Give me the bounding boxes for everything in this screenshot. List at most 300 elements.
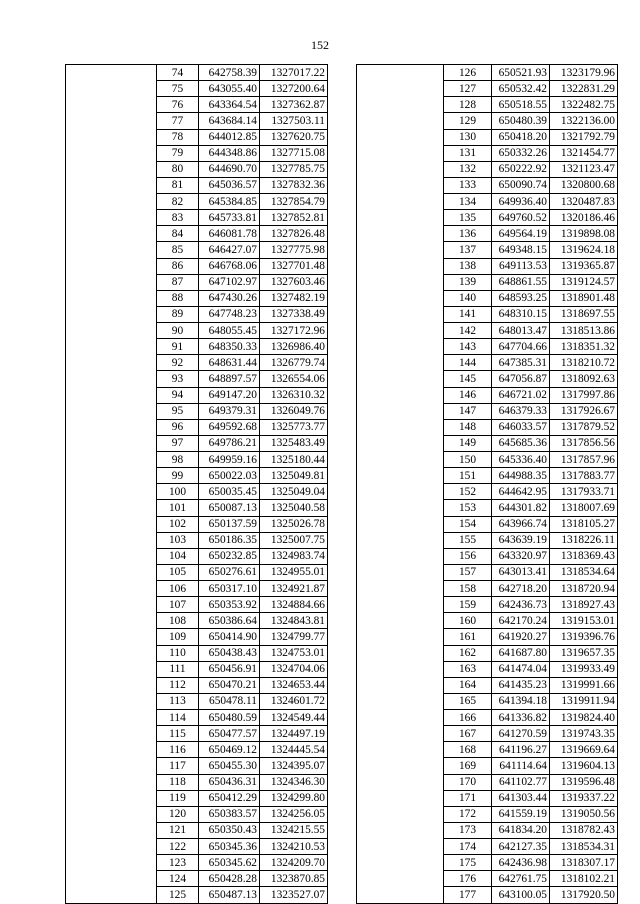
y-coordinate: 1318226.11 xyxy=(550,532,618,548)
x-coordinate: 645336.40 xyxy=(492,452,550,468)
x-coordinate: 647748.23 xyxy=(199,306,260,322)
point-number: 143 xyxy=(444,339,492,355)
y-coordinate: 1324653.44 xyxy=(260,677,328,693)
x-coordinate: 650428.28 xyxy=(199,871,260,887)
point-number: 164 xyxy=(444,677,492,693)
x-coordinate: 649564.19 xyxy=(492,226,550,242)
y-coordinate: 1326554.06 xyxy=(260,371,328,387)
x-coordinate: 643684.14 xyxy=(199,113,260,129)
x-coordinate: 650480.39 xyxy=(492,113,550,129)
point-number: 136 xyxy=(444,226,492,242)
y-coordinate: 1325049.81 xyxy=(260,468,328,484)
x-coordinate: 643100.05 xyxy=(492,887,550,903)
point-number: 161 xyxy=(444,629,492,645)
x-coordinate: 646768.06 xyxy=(199,258,260,274)
y-coordinate: 1325180.44 xyxy=(260,452,328,468)
point-number: 145 xyxy=(444,371,492,387)
x-coordinate: 642127.35 xyxy=(492,839,550,855)
y-coordinate: 1321792.79 xyxy=(550,129,618,145)
point-number: 91 xyxy=(157,339,199,355)
y-coordinate: 1318534.64 xyxy=(550,564,618,580)
point-number: 94 xyxy=(157,387,199,403)
point-number: 157 xyxy=(444,564,492,580)
y-coordinate: 1319669.64 xyxy=(550,742,618,758)
point-number: 154 xyxy=(444,516,492,532)
x-coordinate: 643013.41 xyxy=(492,564,550,580)
y-coordinate: 1325026.78 xyxy=(260,516,328,532)
y-coordinate: 1318901.48 xyxy=(550,290,618,306)
point-number: 92 xyxy=(157,355,199,371)
x-coordinate: 644690.70 xyxy=(199,161,260,177)
point-number: 113 xyxy=(157,693,199,709)
y-coordinate: 1323527.07 xyxy=(260,887,328,903)
y-coordinate: 1324921.87 xyxy=(260,581,328,597)
y-coordinate: 1324799.77 xyxy=(260,629,328,645)
y-coordinate: 1324256.05 xyxy=(260,806,328,822)
x-coordinate: 650317.10 xyxy=(199,581,260,597)
point-number: 101 xyxy=(157,500,199,516)
y-coordinate: 1317857.96 xyxy=(550,452,618,468)
x-coordinate: 649959.16 xyxy=(199,452,260,468)
x-coordinate: 650469.12 xyxy=(199,742,260,758)
x-coordinate: 646379.33 xyxy=(492,403,550,419)
x-coordinate: 650232.85 xyxy=(199,548,260,564)
point-number: 171 xyxy=(444,790,492,806)
point-number: 76 xyxy=(157,97,199,113)
y-coordinate: 1326049.76 xyxy=(260,403,328,419)
x-coordinate: 642758.39 xyxy=(199,65,260,81)
y-coordinate: 1324983.74 xyxy=(260,548,328,564)
y-coordinate: 1318007.69 xyxy=(550,500,618,516)
point-number: 146 xyxy=(444,387,492,403)
x-coordinate: 641834.20 xyxy=(492,822,550,838)
point-number: 153 xyxy=(444,500,492,516)
table-row xyxy=(66,65,328,81)
point-number: 174 xyxy=(444,839,492,855)
y-coordinate: 1326986.40 xyxy=(260,339,328,355)
y-coordinate: 1318092.63 xyxy=(550,371,618,387)
x-coordinate: 650383.57 xyxy=(199,806,260,822)
y-coordinate: 1319911.94 xyxy=(550,693,618,709)
point-number: 109 xyxy=(157,629,199,645)
point-number: 85 xyxy=(157,242,199,258)
point-number: 163 xyxy=(444,661,492,677)
point-number: 133 xyxy=(444,177,492,193)
y-coordinate: 1318105.27 xyxy=(550,516,618,532)
y-coordinate: 1323870.85 xyxy=(260,871,328,887)
point-number: 102 xyxy=(157,516,199,532)
y-coordinate: 1319743.35 xyxy=(550,726,618,742)
point-number: 150 xyxy=(444,452,492,468)
y-coordinate: 1319124.57 xyxy=(550,274,618,290)
blank-column xyxy=(357,65,444,904)
point-number: 93 xyxy=(157,371,199,387)
x-coordinate: 650087.13 xyxy=(199,500,260,516)
point-number: 104 xyxy=(157,548,199,564)
point-number: 128 xyxy=(444,97,492,113)
x-coordinate: 650455.30 xyxy=(199,758,260,774)
point-number: 112 xyxy=(157,677,199,693)
y-coordinate: 1320186.46 xyxy=(550,210,618,226)
x-coordinate: 641102.77 xyxy=(492,774,550,790)
point-number: 166 xyxy=(444,710,492,726)
y-coordinate: 1317856.56 xyxy=(550,435,618,451)
x-coordinate: 650418.20 xyxy=(492,129,550,145)
x-coordinate: 645036.57 xyxy=(199,177,260,193)
x-coordinate: 648897.57 xyxy=(199,371,260,387)
y-coordinate: 1317926.67 xyxy=(550,403,618,419)
point-number: 118 xyxy=(157,774,199,790)
y-coordinate: 1319050.56 xyxy=(550,806,618,822)
y-coordinate: 1324601.72 xyxy=(260,693,328,709)
x-coordinate: 648310.15 xyxy=(492,306,550,322)
x-coordinate: 649786.21 xyxy=(199,435,260,451)
x-coordinate: 643364.54 xyxy=(199,97,260,113)
x-coordinate: 649113.53 xyxy=(492,258,550,274)
point-number: 137 xyxy=(444,242,492,258)
point-number: 123 xyxy=(157,855,199,871)
point-number: 124 xyxy=(157,871,199,887)
point-number: 172 xyxy=(444,806,492,822)
x-coordinate: 642761.75 xyxy=(492,871,550,887)
y-coordinate: 1317920.50 xyxy=(550,887,618,903)
x-coordinate: 650412.29 xyxy=(199,790,260,806)
y-coordinate: 1319624.18 xyxy=(550,242,618,258)
point-number: 165 xyxy=(444,693,492,709)
y-coordinate: 1327832.36 xyxy=(260,177,328,193)
x-coordinate: 650276.61 xyxy=(199,564,260,580)
y-coordinate: 1327603.46 xyxy=(260,274,328,290)
x-coordinate: 641559.19 xyxy=(492,806,550,822)
coordinates-table-left xyxy=(65,64,328,904)
y-coordinate: 1326779.74 xyxy=(260,355,328,371)
y-coordinate: 1319365.87 xyxy=(550,258,618,274)
blank-column xyxy=(66,65,157,904)
x-coordinate: 650478.11 xyxy=(199,693,260,709)
x-coordinate: 641920.27 xyxy=(492,629,550,645)
y-coordinate: 1319933.49 xyxy=(550,661,618,677)
point-number: 116 xyxy=(157,742,199,758)
x-coordinate: 650332.26 xyxy=(492,145,550,161)
x-coordinate: 646721.02 xyxy=(492,387,550,403)
point-number: 142 xyxy=(444,323,492,339)
point-number: 127 xyxy=(444,81,492,97)
point-number: 115 xyxy=(157,726,199,742)
x-coordinate: 650532.42 xyxy=(492,81,550,97)
point-number: 131 xyxy=(444,145,492,161)
x-coordinate: 650386.64 xyxy=(199,613,260,629)
point-number: 83 xyxy=(157,210,199,226)
x-coordinate: 643639.19 xyxy=(492,532,550,548)
y-coordinate: 1318307.17 xyxy=(550,855,618,871)
y-coordinate: 1327338.49 xyxy=(260,306,328,322)
y-coordinate: 1324346.30 xyxy=(260,774,328,790)
y-coordinate: 1327701.48 xyxy=(260,258,328,274)
y-coordinate: 1318782.43 xyxy=(550,822,618,838)
point-number: 177 xyxy=(444,887,492,903)
y-coordinate: 1326310.32 xyxy=(260,387,328,403)
x-coordinate: 650436.31 xyxy=(199,774,260,790)
point-number: 98 xyxy=(157,452,199,468)
y-coordinate: 1321454.77 xyxy=(550,145,618,161)
x-coordinate: 650353.92 xyxy=(199,597,260,613)
point-number: 175 xyxy=(444,855,492,871)
point-number: 120 xyxy=(157,806,199,822)
x-coordinate: 650414.90 xyxy=(199,629,260,645)
point-number: 89 xyxy=(157,306,199,322)
x-coordinate: 647385.31 xyxy=(492,355,550,371)
x-coordinate: 650456.91 xyxy=(199,661,260,677)
y-coordinate: 1324395.07 xyxy=(260,758,328,774)
x-coordinate: 642718.20 xyxy=(492,581,550,597)
x-coordinate: 650022.03 xyxy=(199,468,260,484)
y-coordinate: 1327854.79 xyxy=(260,194,328,210)
x-coordinate: 650477.57 xyxy=(199,726,260,742)
y-coordinate: 1319337.22 xyxy=(550,790,618,806)
x-coordinate: 649147.20 xyxy=(199,387,260,403)
y-coordinate: 1319604.13 xyxy=(550,758,618,774)
y-coordinate: 1324215.55 xyxy=(260,822,328,838)
point-number: 151 xyxy=(444,468,492,484)
point-number: 114 xyxy=(157,710,199,726)
x-coordinate: 644301.82 xyxy=(492,500,550,516)
y-coordinate: 1319657.35 xyxy=(550,645,618,661)
y-coordinate: 1324209.70 xyxy=(260,855,328,871)
point-number: 155 xyxy=(444,532,492,548)
x-coordinate: 644642.95 xyxy=(492,484,550,500)
point-number: 111 xyxy=(157,661,199,677)
y-coordinate: 1325483.49 xyxy=(260,435,328,451)
y-coordinate: 1327200.64 xyxy=(260,81,328,97)
point-number: 134 xyxy=(444,194,492,210)
point-number: 87 xyxy=(157,274,199,290)
point-number: 130 xyxy=(444,129,492,145)
y-coordinate: 1320800.68 xyxy=(550,177,618,193)
y-coordinate: 1317879.52 xyxy=(550,419,618,435)
y-coordinate: 1324299.80 xyxy=(260,790,328,806)
y-coordinate: 1322136.00 xyxy=(550,113,618,129)
y-coordinate: 1319596.48 xyxy=(550,774,618,790)
x-coordinate: 641394.18 xyxy=(492,693,550,709)
x-coordinate: 648350.33 xyxy=(199,339,260,355)
point-number: 103 xyxy=(157,532,199,548)
x-coordinate: 641270.59 xyxy=(492,726,550,742)
y-coordinate: 1318513.86 xyxy=(550,323,618,339)
x-coordinate: 641435.23 xyxy=(492,677,550,693)
point-number: 121 xyxy=(157,822,199,838)
point-number: 158 xyxy=(444,581,492,597)
y-coordinate: 1327172.96 xyxy=(260,323,328,339)
point-number: 78 xyxy=(157,129,199,145)
point-number: 105 xyxy=(157,564,199,580)
x-coordinate: 641336.82 xyxy=(492,710,550,726)
x-coordinate: 650090.74 xyxy=(492,177,550,193)
point-number: 149 xyxy=(444,435,492,451)
x-coordinate: 650186.35 xyxy=(199,532,260,548)
x-coordinate: 641196.27 xyxy=(492,742,550,758)
page-number: 152 xyxy=(311,38,329,52)
point-number: 106 xyxy=(157,581,199,597)
x-coordinate: 647056.87 xyxy=(492,371,550,387)
x-coordinate: 650345.62 xyxy=(199,855,260,871)
y-coordinate: 1325007.75 xyxy=(260,532,328,548)
point-number: 95 xyxy=(157,403,199,419)
point-number: 108 xyxy=(157,613,199,629)
point-number: 160 xyxy=(444,613,492,629)
y-coordinate: 1317883.77 xyxy=(550,468,618,484)
y-coordinate: 1324753.01 xyxy=(260,645,328,661)
point-number: 97 xyxy=(157,435,199,451)
y-coordinate: 1327017.22 xyxy=(260,65,328,81)
point-number: 74 xyxy=(157,65,199,81)
point-number: 170 xyxy=(444,774,492,790)
x-coordinate: 644988.35 xyxy=(492,468,550,484)
x-coordinate: 649760.52 xyxy=(492,210,550,226)
point-number: 96 xyxy=(157,419,199,435)
x-coordinate: 650137.59 xyxy=(199,516,260,532)
point-number: 81 xyxy=(157,177,199,193)
y-coordinate: 1327826.48 xyxy=(260,226,328,242)
x-coordinate: 642170.24 xyxy=(492,613,550,629)
y-coordinate: 1317997.86 xyxy=(550,387,618,403)
point-number: 173 xyxy=(444,822,492,838)
point-number: 119 xyxy=(157,790,199,806)
y-coordinate: 1327775.98 xyxy=(260,242,328,258)
y-coordinate: 1318102.21 xyxy=(550,871,618,887)
y-coordinate: 1325040.58 xyxy=(260,500,328,516)
x-coordinate: 650222.92 xyxy=(492,161,550,177)
point-number: 82 xyxy=(157,194,199,210)
y-coordinate: 1317933.71 xyxy=(550,484,618,500)
point-number: 125 xyxy=(157,887,199,903)
x-coordinate: 649379.31 xyxy=(199,403,260,419)
y-coordinate: 1319153.01 xyxy=(550,613,618,629)
point-number: 176 xyxy=(444,871,492,887)
x-coordinate: 650487.13 xyxy=(199,887,260,903)
y-coordinate: 1320487.83 xyxy=(550,194,618,210)
y-coordinate: 1318720.94 xyxy=(550,581,618,597)
x-coordinate: 645685.36 xyxy=(492,435,550,451)
x-coordinate: 641114.64 xyxy=(492,758,550,774)
point-number: 88 xyxy=(157,290,199,306)
y-coordinate: 1324445.54 xyxy=(260,742,328,758)
x-coordinate: 648593.25 xyxy=(492,290,550,306)
coordinates-table-right xyxy=(356,64,618,904)
y-coordinate: 1324497.19 xyxy=(260,726,328,742)
x-coordinate: 641687.80 xyxy=(492,645,550,661)
point-number: 138 xyxy=(444,258,492,274)
x-coordinate: 649936.40 xyxy=(492,194,550,210)
point-number: 110 xyxy=(157,645,199,661)
x-coordinate: 641303.44 xyxy=(492,790,550,806)
point-number: 86 xyxy=(157,258,199,274)
y-coordinate: 1318210.72 xyxy=(550,355,618,371)
x-coordinate: 645733.81 xyxy=(199,210,260,226)
point-number: 156 xyxy=(444,548,492,564)
point-number: 90 xyxy=(157,323,199,339)
x-coordinate: 650035.45 xyxy=(199,484,260,500)
point-number: 77 xyxy=(157,113,199,129)
point-number: 140 xyxy=(444,290,492,306)
x-coordinate: 642436.98 xyxy=(492,855,550,871)
y-coordinate: 1318697.55 xyxy=(550,306,618,322)
y-coordinate: 1324210.53 xyxy=(260,839,328,855)
y-coordinate: 1324955.01 xyxy=(260,564,328,580)
x-coordinate: 647704.66 xyxy=(492,339,550,355)
y-coordinate: 1319824.40 xyxy=(550,710,618,726)
table-row xyxy=(357,65,618,81)
x-coordinate: 650518.55 xyxy=(492,97,550,113)
y-coordinate: 1327362.87 xyxy=(260,97,328,113)
point-number: 79 xyxy=(157,145,199,161)
x-coordinate: 648861.55 xyxy=(492,274,550,290)
x-coordinate: 647430.26 xyxy=(199,290,260,306)
x-coordinate: 650438.43 xyxy=(199,645,260,661)
point-number: 99 xyxy=(157,468,199,484)
point-number: 75 xyxy=(157,81,199,97)
y-coordinate: 1319991.66 xyxy=(550,677,618,693)
x-coordinate: 650521.93 xyxy=(492,65,550,81)
x-coordinate: 642436.73 xyxy=(492,597,550,613)
point-number: 80 xyxy=(157,161,199,177)
y-coordinate: 1318369.43 xyxy=(550,548,618,564)
y-coordinate: 1324704.06 xyxy=(260,661,328,677)
x-coordinate: 643966.74 xyxy=(492,516,550,532)
x-coordinate: 650350.43 xyxy=(199,822,260,838)
x-coordinate: 647102.97 xyxy=(199,274,260,290)
y-coordinate: 1327482.19 xyxy=(260,290,328,306)
point-number: 122 xyxy=(157,839,199,855)
y-coordinate: 1325773.77 xyxy=(260,419,328,435)
point-number: 148 xyxy=(444,419,492,435)
point-number: 84 xyxy=(157,226,199,242)
x-coordinate: 648631.44 xyxy=(199,355,260,371)
point-number: 129 xyxy=(444,113,492,129)
y-coordinate: 1323179.96 xyxy=(550,65,618,81)
y-coordinate: 1327785.75 xyxy=(260,161,328,177)
point-number: 132 xyxy=(444,161,492,177)
point-number: 169 xyxy=(444,758,492,774)
x-coordinate: 649348.15 xyxy=(492,242,550,258)
y-coordinate: 1318534.31 xyxy=(550,839,618,855)
y-coordinate: 1319396.76 xyxy=(550,629,618,645)
point-number: 117 xyxy=(157,758,199,774)
y-coordinate: 1327620.75 xyxy=(260,129,328,145)
y-coordinate: 1318927.43 xyxy=(550,597,618,613)
point-number: 141 xyxy=(444,306,492,322)
x-coordinate: 648055.45 xyxy=(199,323,260,339)
point-number: 135 xyxy=(444,210,492,226)
point-number: 139 xyxy=(444,274,492,290)
y-coordinate: 1324884.66 xyxy=(260,597,328,613)
y-coordinate: 1325049.04 xyxy=(260,484,328,500)
y-coordinate: 1322831.29 xyxy=(550,81,618,97)
x-coordinate: 646081.78 xyxy=(199,226,260,242)
point-number: 167 xyxy=(444,726,492,742)
x-coordinate: 643320.97 xyxy=(492,548,550,564)
point-number: 126 xyxy=(444,65,492,81)
x-coordinate: 644348.86 xyxy=(199,145,260,161)
x-coordinate: 649592.68 xyxy=(199,419,260,435)
y-coordinate: 1321123.47 xyxy=(550,161,618,177)
x-coordinate: 648013.47 xyxy=(492,323,550,339)
y-coordinate: 1324843.81 xyxy=(260,613,328,629)
point-number: 159 xyxy=(444,597,492,613)
x-coordinate: 644012.85 xyxy=(199,129,260,145)
x-coordinate: 646427.07 xyxy=(199,242,260,258)
x-coordinate: 650470.21 xyxy=(199,677,260,693)
y-coordinate: 1319898.08 xyxy=(550,226,618,242)
